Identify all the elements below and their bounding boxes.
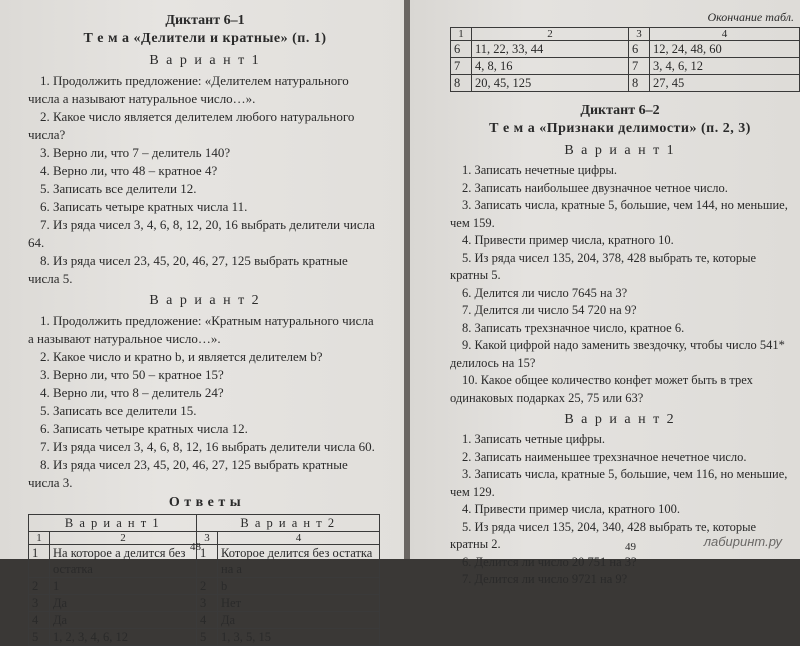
table-cell: 2 bbox=[472, 28, 629, 41]
table-cell: 1 bbox=[29, 545, 50, 578]
variant2-heading-left: В а р и а н т 2 bbox=[149, 293, 261, 308]
table-cell: Нет bbox=[218, 595, 380, 612]
variant1-col-head: В а р и а н т 1 bbox=[29, 515, 197, 532]
list-item: 10. Какое общее количество конфет может быть в трех одинаковых подарках 25, 75 или 63? bbox=[450, 373, 753, 405]
variant2-col-head: В а р и а н т 2 bbox=[197, 515, 380, 532]
answers-table-continued bbox=[450, 27, 800, 92]
table-cell: 27, 45 bbox=[650, 75, 800, 92]
list-item: 6. Записать четыре кратных числа 11. bbox=[40, 199, 248, 214]
list-item: 4. Верно ли, что 48 – кратное 4? bbox=[40, 163, 218, 178]
list-item: 3. Записать числа, кратные 5, большие, чем 144, но меньшие, чем 159. bbox=[450, 198, 788, 230]
list-item: 1. Продолжить предложение: «Кратным натурального числа a называют натуральное число…». bbox=[28, 313, 374, 346]
table-cell: 3, 4, 6, 12 bbox=[650, 58, 800, 75]
table-cell: 4 bbox=[218, 532, 380, 545]
list-item: 4. Привести пример числа, кратного 10. bbox=[462, 233, 674, 247]
variant1-heading-right: В а р и а н т 1 bbox=[564, 143, 676, 158]
table-row bbox=[451, 58, 800, 75]
variant1-list-right bbox=[450, 162, 790, 407]
table-cell: 6 bbox=[451, 41, 472, 58]
list-item: 1. Продолжить предложение: «Делителем натурального числа a называют натуральное число…». bbox=[28, 73, 349, 106]
list-item: 3. Верно ли, что 50 – кратное 15? bbox=[40, 367, 224, 382]
table-cell: 4 bbox=[29, 612, 50, 629]
table-row bbox=[29, 532, 380, 545]
list-item: 4. Верно ли, что 8 – делитель 24? bbox=[40, 385, 224, 400]
list-item: 1. Записать нечетные цифры. bbox=[462, 163, 617, 177]
table-cell: Которое делится без остатка на a bbox=[218, 545, 380, 578]
table-cell: 2 bbox=[197, 578, 218, 595]
table-cell: 8 bbox=[451, 75, 472, 92]
table-cell: 12, 24, 48, 60 bbox=[650, 41, 800, 58]
list-item: 2. Какое число и кратно b, и является делителем b? bbox=[40, 349, 323, 364]
table-cell: 1 bbox=[29, 532, 50, 545]
topic-heading-left: Т е м а «Делители и кратные» (п. 1) bbox=[83, 31, 327, 46]
list-item: 5. Из ряда чисел 135, 204, 378, 428 выбрать те, которые кратны 5. bbox=[450, 250, 757, 282]
list-item: 7. Из ряда чисел 3, 4, 6, 8, 12, 16 выбрать делители числа 60. bbox=[40, 439, 375, 454]
table-row bbox=[451, 41, 800, 58]
table-row bbox=[29, 612, 380, 629]
table-cell: 4, 8, 16 bbox=[472, 58, 629, 75]
variant2-list-right bbox=[450, 431, 790, 589]
table-row bbox=[29, 595, 380, 612]
table-cell: Да bbox=[50, 595, 197, 612]
list-item: 2. Записать наибольшее двузначное четное число. bbox=[462, 180, 728, 195]
table-cell: 1 bbox=[451, 28, 472, 41]
list-item: 6. Делится ли число 7645 на 3? bbox=[462, 285, 628, 300]
list-item: 6. Делится ли число 20 751 на 3? bbox=[462, 554, 637, 569]
table-cell: 5 bbox=[29, 629, 50, 646]
dictation-title-right: Диктант 6–2 bbox=[580, 103, 660, 118]
variant2-list-left bbox=[28, 312, 382, 492]
table-cell: 1 bbox=[197, 545, 218, 578]
list-item: 7. Делится ли число 54 720 на 9? bbox=[462, 303, 637, 317]
table-cell: 3 bbox=[629, 28, 650, 41]
list-item: 9. Какой цифрой надо заменить звездочку, чтобы число 541* делилось на 15? bbox=[450, 338, 785, 370]
list-item: 8. Из ряда чисел 23, 45, 20, 46, 27, 125 выбрать кратные числа 5. bbox=[28, 253, 348, 286]
list-item: 4. Привести пример числа, кратного 100. bbox=[462, 502, 681, 516]
table-row bbox=[29, 629, 380, 646]
list-item: 7. Делится ли число 9721 на 9? bbox=[462, 572, 628, 586]
table-cell: 7 bbox=[629, 58, 650, 75]
table-row bbox=[451, 75, 800, 92]
list-item: 5. Из ряда чисел 135, 204, 340, 428 выбрать те, которые кратны 2. bbox=[450, 519, 757, 551]
page-number-left: 48 bbox=[190, 541, 201, 553]
list-item: 2. Записать наименьшее трехзначное нечетное число. bbox=[462, 449, 747, 464]
variant1-list-left bbox=[28, 72, 382, 288]
table-row bbox=[451, 28, 800, 41]
page-number-right: 49 bbox=[625, 541, 636, 553]
table-cell: На которое a делится без остатка bbox=[50, 545, 197, 578]
dictation-title-left: Диктант 6–1 bbox=[165, 13, 245, 28]
table-cell: 1 bbox=[50, 578, 197, 595]
table-row bbox=[29, 515, 380, 532]
table-cell: 7 bbox=[451, 58, 472, 75]
table-cell: 5 bbox=[197, 629, 218, 646]
table-cell: 4 bbox=[197, 612, 218, 629]
topic-heading-right: Т е м а «Признаки делимости» (п. 2, 3) bbox=[489, 121, 751, 136]
answers-table bbox=[28, 514, 380, 646]
right-page bbox=[410, 0, 800, 586]
table-row bbox=[29, 545, 380, 578]
list-item: 8. Записать трехзначное число, кратное 6. bbox=[462, 320, 685, 335]
table-cell: 11, 22, 33, 44 bbox=[472, 41, 629, 58]
list-item: 5. Записать все делители 12. bbox=[40, 181, 197, 196]
list-item: 5. Записать все делители 15. bbox=[40, 403, 197, 418]
table-cell: 1, 3, 5, 15 bbox=[218, 629, 380, 646]
table-cell: 1, 2, 3, 4, 6, 12 bbox=[50, 629, 197, 646]
watermark-text: лабиринт.ру bbox=[703, 534, 782, 549]
table-cell: 2 bbox=[29, 578, 50, 595]
list-item: 1. Записать четные цифры. bbox=[462, 432, 606, 446]
table-cell: 3 bbox=[197, 595, 218, 612]
list-item: 6. Записать четыре кратных числа 12. bbox=[40, 421, 248, 436]
list-item: 7. Из ряда чисел 3, 4, 6, 8, 12, 20, 16 выбрать делители числа 64. bbox=[28, 217, 375, 250]
table-cell: 8 bbox=[629, 75, 650, 92]
table-continuation-note: Окончание табл. bbox=[707, 10, 794, 24]
table-cell: b bbox=[218, 578, 380, 595]
table-cell: Да bbox=[50, 612, 197, 629]
list-item: 8. Из ряда чисел 23, 45, 20, 46, 27, 125 выбрать кратные числа 3. bbox=[28, 457, 348, 490]
table-cell: 6 bbox=[629, 41, 650, 58]
table-cell: 3 bbox=[197, 532, 218, 545]
variant2-heading-right: В а р и а н т 2 bbox=[564, 412, 676, 427]
table-row bbox=[29, 578, 380, 595]
table-cell: 4 bbox=[650, 28, 800, 41]
list-item: 3. Верно ли, что 7 – делитель 140? bbox=[40, 145, 231, 160]
list-item: 3. Записать числа, кратные 5, большие, чем 116, но меньшие, чем 129. bbox=[450, 467, 788, 499]
table-cell: 3 bbox=[29, 595, 50, 612]
table-cell: Да bbox=[218, 612, 380, 629]
table-cell: 20, 45, 125 bbox=[472, 75, 629, 92]
answers-title: О т в е т ы bbox=[168, 495, 242, 510]
variant1-heading-left: В а р и а н т 1 bbox=[149, 53, 261, 68]
list-item: 2. Какое число является делителем любого натурального числа? bbox=[28, 109, 355, 142]
table-cell: 2 bbox=[50, 532, 197, 545]
